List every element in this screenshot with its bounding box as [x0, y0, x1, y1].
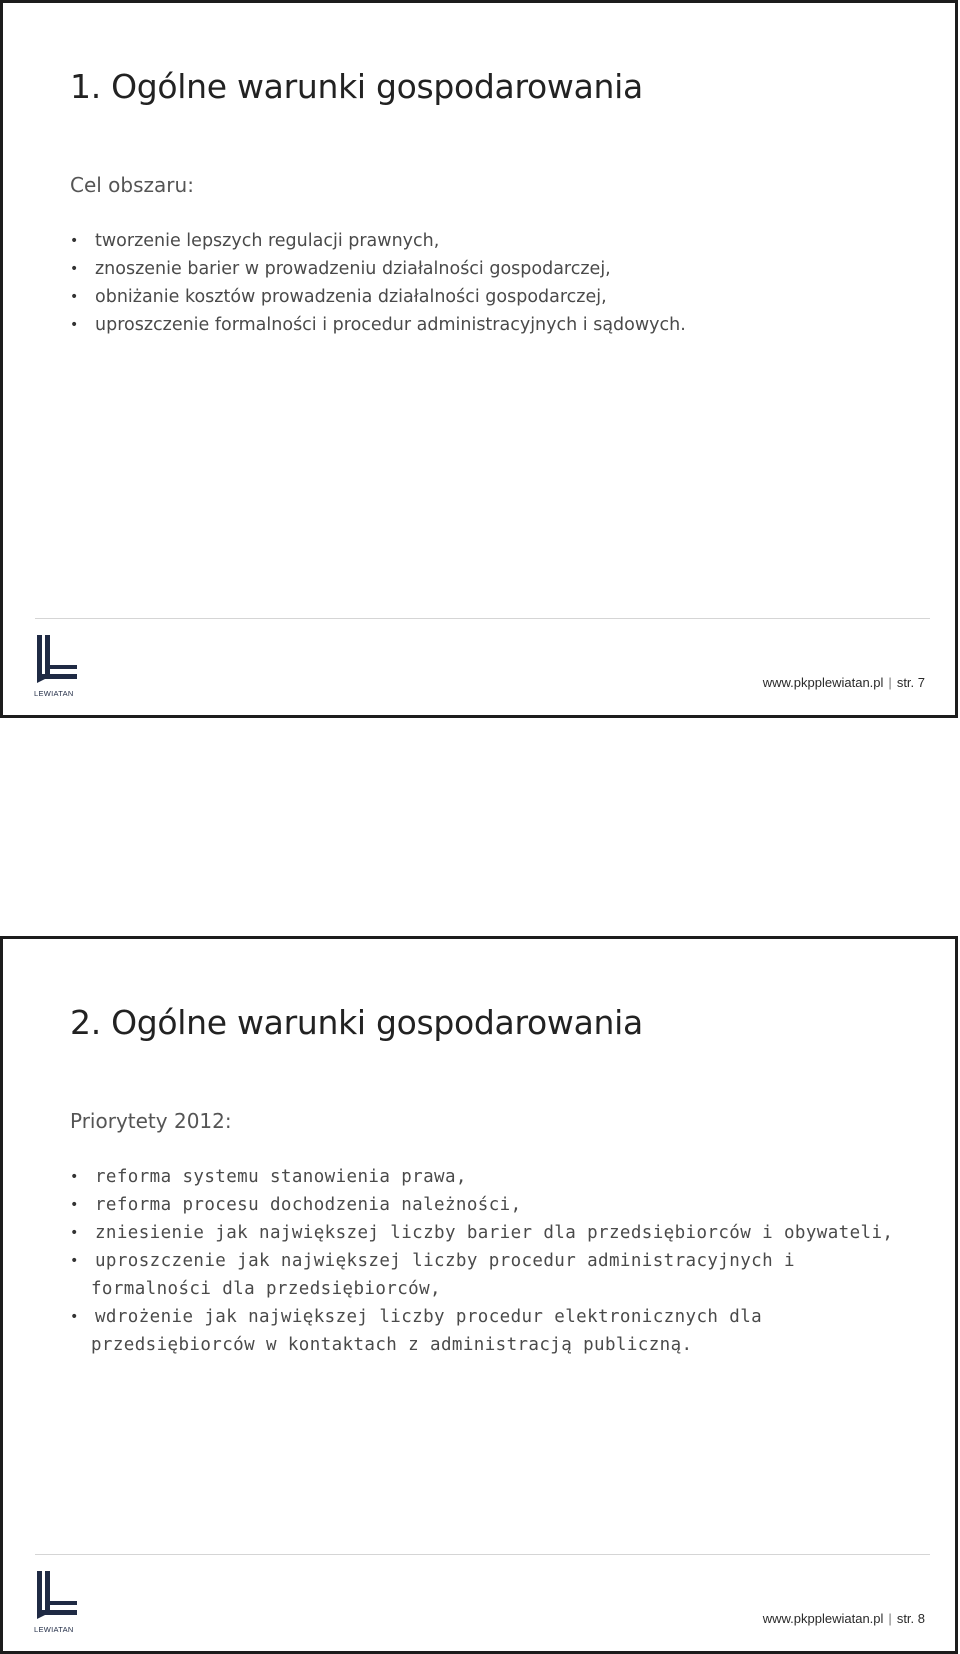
- list-item: [70, 283, 686, 311]
- footer-page-number: str. 7: [896, 675, 925, 690]
- bullet-icon: •: [70, 1225, 79, 1241]
- bullet-icon: •: [70, 261, 79, 277]
- logo-text: LEWIATAN: [34, 1625, 74, 1634]
- bullet-icon: •: [70, 1169, 79, 1185]
- list-item: [70, 255, 686, 283]
- list-item: [70, 1163, 893, 1191]
- slide-title: 2. Ogólne warunki gospodarowania: [70, 1003, 643, 1042]
- slide-footer: [763, 1611, 925, 1627]
- bullet-icon: •: [70, 1197, 79, 1213]
- slide-footer: [763, 675, 925, 691]
- list-item-text: obniżanie kosztów prowadzenia działalności gospodarczej,: [95, 287, 607, 307]
- list-item: [70, 311, 686, 339]
- list-item-text: reforma systemu stanowienia prawa,: [95, 1167, 467, 1187]
- lewiatan-logo-icon: [33, 1569, 83, 1635]
- list-item-continuation: przedsiębiorców w kontaktach z administracją publiczną.: [91, 1335, 693, 1355]
- footer-url: www.pkpplewiatan.pl: [762, 1611, 884, 1626]
- bullet-icon: •: [70, 317, 79, 333]
- list-item: [70, 1303, 893, 1359]
- lewiatan-logo-icon: [33, 633, 83, 699]
- list-item-text: zniesienie jak największej liczby barier dla przedsiębiorców i obywateli,: [95, 1223, 894, 1243]
- footer-divider: [35, 1554, 930, 1555]
- list-item: [70, 1247, 893, 1303]
- bullet-icon: •: [70, 1253, 79, 1269]
- bullet-icon: •: [70, 289, 79, 305]
- bullet-icon: •: [70, 1309, 79, 1325]
- list-item-text: uproszczenie formalności i procedur administracyjnych i sądowych.: [95, 315, 686, 335]
- list-item-text: tworzenie lepszych regulacji prawnych,: [95, 231, 440, 251]
- slide-2: [0, 936, 958, 1654]
- slide-1: [0, 0, 958, 718]
- list-item: [70, 1191, 893, 1219]
- logo-text: LEWIATAN: [34, 689, 74, 698]
- list-item: [70, 227, 686, 255]
- list-item-text: uproszczenie jak największej liczby procedur administracyjnych i: [95, 1251, 795, 1271]
- bullet-list: [70, 1163, 893, 1359]
- section-label: Priorytety 2012:: [70, 1109, 232, 1133]
- list-item: [70, 1219, 893, 1247]
- slide-title: 1. Ogólne warunki gospodarowania: [70, 67, 643, 106]
- bullet-icon: •: [70, 233, 79, 249]
- footer-separator: |: [888, 1611, 892, 1626]
- list-item-text: znoszenie barier w prowadzeniu działalności gospodarczej,: [95, 259, 611, 279]
- list-item-text: wdrożenie jak największej liczby procedur elektronicznych dla: [95, 1307, 763, 1327]
- bullet-list: [70, 227, 686, 339]
- list-item-continuation: formalności dla przedsiębiorców,: [91, 1279, 441, 1299]
- footer-url: www.pkpplewiatan.pl: [762, 675, 884, 690]
- section-label: Cel obszaru:: [70, 173, 194, 197]
- footer-separator: |: [888, 675, 892, 690]
- footer-divider: [35, 618, 930, 619]
- footer-page-number: str. 8: [896, 1611, 925, 1626]
- list-item-text: reforma procesu dochodzenia należności,: [95, 1195, 522, 1215]
